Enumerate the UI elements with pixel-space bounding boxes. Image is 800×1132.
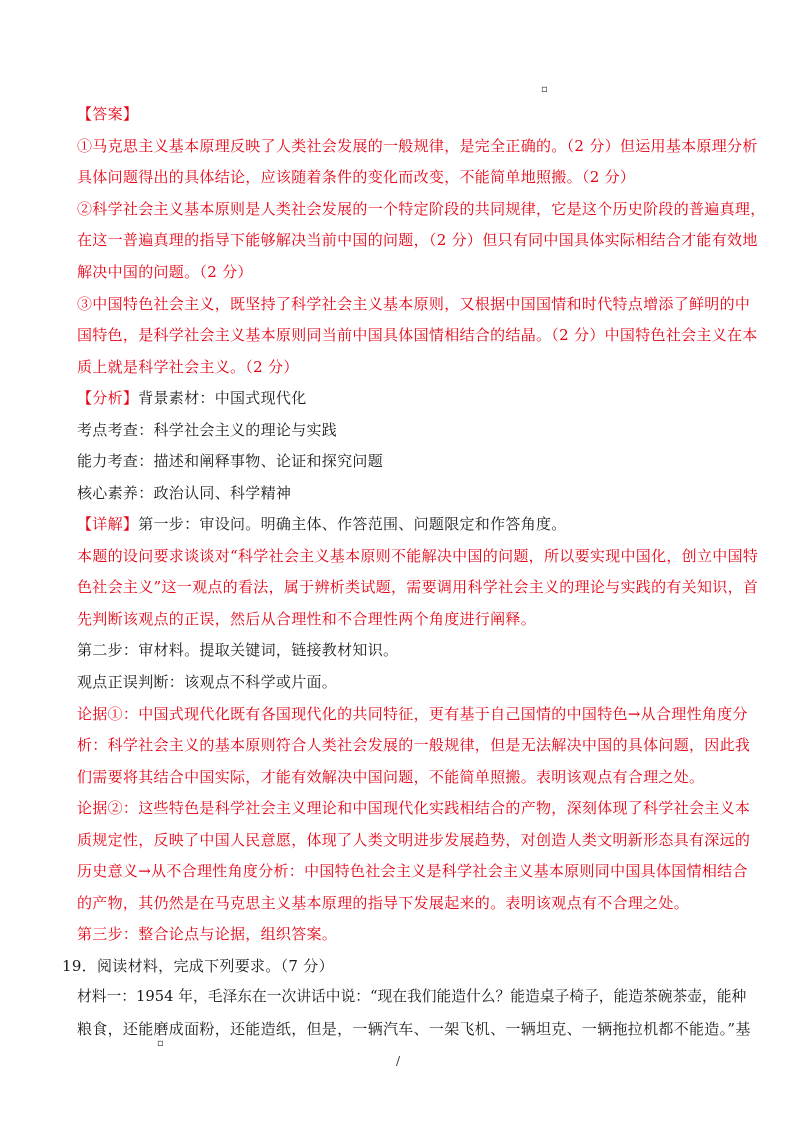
corner-mark: ▫ xyxy=(541,84,548,95)
answer-point-2-line-3: 解决中国的问题。（2 分） xyxy=(77,263,253,281)
analysis-background: 背景素材：中国式现代化 xyxy=(138,389,307,407)
material-1-line-1: 材料一：1954 年，毛泽东在一次讲话中说：“现在我们能造什么？能造桌子椅子，能造茶碗茶壶，能种 xyxy=(77,988,747,1005)
analysis-bracket: 【分析】 xyxy=(77,389,139,407)
answer-point-1-line-1: ①马克思主义基本原理反映了人类社会发展的一般规律，是完全正确的。（2 分）但运用基本原理分析 xyxy=(77,137,758,155)
argument-2-line-1: 论据②：这些特色是科学社会主义理论和中国现代化实践相结合的产物，深刻体现了科学社会主义本 xyxy=(77,799,751,817)
page-number: / xyxy=(396,1054,401,1068)
answer-point-3-line-1: ③中国特色社会主义，既坚持了科学社会主义基本原则，又根据中国国情和时代特点增添了鲜明的中 xyxy=(77,295,751,313)
analysis-literacy: 核心素养：政治认同、科学精神 xyxy=(77,484,292,502)
question-19-heading: 19．阅读材料，完成下列要求。（7 分） xyxy=(62,957,334,975)
detail-step-1-text-line-2: 色社会主义”这一观点的看法，属于辨析类试题，需要调用科学社会主义的理论与实践的有关知识，首 xyxy=(77,578,759,596)
argument-2-line-4: 的产物，其仍然是在马克思主义基本原理的指导下发展起来的。表明该观点有不合理之处。 xyxy=(77,894,690,912)
analysis-heading xyxy=(77,388,307,408)
detail-heading xyxy=(77,514,567,534)
detail-step-1-text-line-3: 先判断该观点的正误，然后从合理性和不合理性两个角度进行阐释。 xyxy=(77,610,537,628)
analysis-topic: 考点考查：科学社会主义的理论与实践 xyxy=(77,421,338,439)
answer-point-1-line-2: 具体问题得出的具体结论，应该随着条件的变化而改变，不能简单地照搬。（2 分） xyxy=(77,168,636,186)
detail-bracket: 【详解】 xyxy=(77,515,139,533)
answer-point-3-line-3: 质上就是科学社会主义。（2 分） xyxy=(77,358,299,376)
detail-step-1-text-line-1: 本题的设问要求谈谈对“科学社会主义基本原则不能解决中国的问题，所以要实现中国化，创立中国特 xyxy=(77,547,759,565)
argument-2-line-3: 历史意义→从不合理性角度分析：中国特色社会主义是科学社会主义基本原则同中国具体国情相结合 xyxy=(77,862,748,880)
answer-point-3-line-2: 国特色，是科学社会主义基本原则同当前中国具体国情相结合的结晶。（2 分）中国特色社会主义在本 xyxy=(77,326,758,344)
answer-point-2-line-1: ②科学社会主义基本原则是人类社会发展的一个特定阶段的共同规律，它是这个历史阶段的普遍真理， xyxy=(77,200,766,218)
answer-point-2-line-2: 在这一普遍真理的指导下能够解决当前中国的问题，（2 分）但只有同中国具体实际相结合才能有效地 xyxy=(77,231,758,249)
argument-1-line-2: 析：科学社会主义的基本原则符合人类社会发展的一般规律，但是无法解决中国的具体问题，因此我 xyxy=(77,736,751,754)
bottom-mark: ▫ xyxy=(157,1038,164,1049)
argument-1-line-3: 们需要将其结合中国实际，才能有效解决中国问题，不能简单照搬。表明该观点有合理之处。 xyxy=(77,768,705,786)
argument-1-line-1: 论据①：中国式现代化既有各国现代化的共同特征，更有基于自己国情的中国特色→从合理性角度分 xyxy=(77,705,748,723)
detail-step-3: 第三步：整合论点与论据，组织答案。 xyxy=(77,925,338,943)
material-1-line-2: 粮食，还能磨成面粉，还能造纸，但是，一辆汽车、一架飞机、一辆坦克、一辆拖拉机都不能造。”基 xyxy=(77,1020,751,1038)
detail-step-2: 第二步：审材料。提取关键词，链接教材知识。 xyxy=(77,641,399,659)
detail-judgment: 观点正误判断：该观点不科学或片面。 xyxy=(77,673,338,691)
detail-step-1: 第一步：审设问。明确主体、作答范围、问题限定和作答角度。 xyxy=(138,515,567,533)
answer-heading: 【答案】 xyxy=(77,105,139,123)
analysis-ability: 能力考查：描述和阐释事物、论证和探究问题 xyxy=(77,452,384,470)
argument-2-line-2: 质规定性，反映了中国人民意愿，体现了人类文明进步发展趋势，对创造人类文明新形态具有深远的 xyxy=(77,831,751,849)
